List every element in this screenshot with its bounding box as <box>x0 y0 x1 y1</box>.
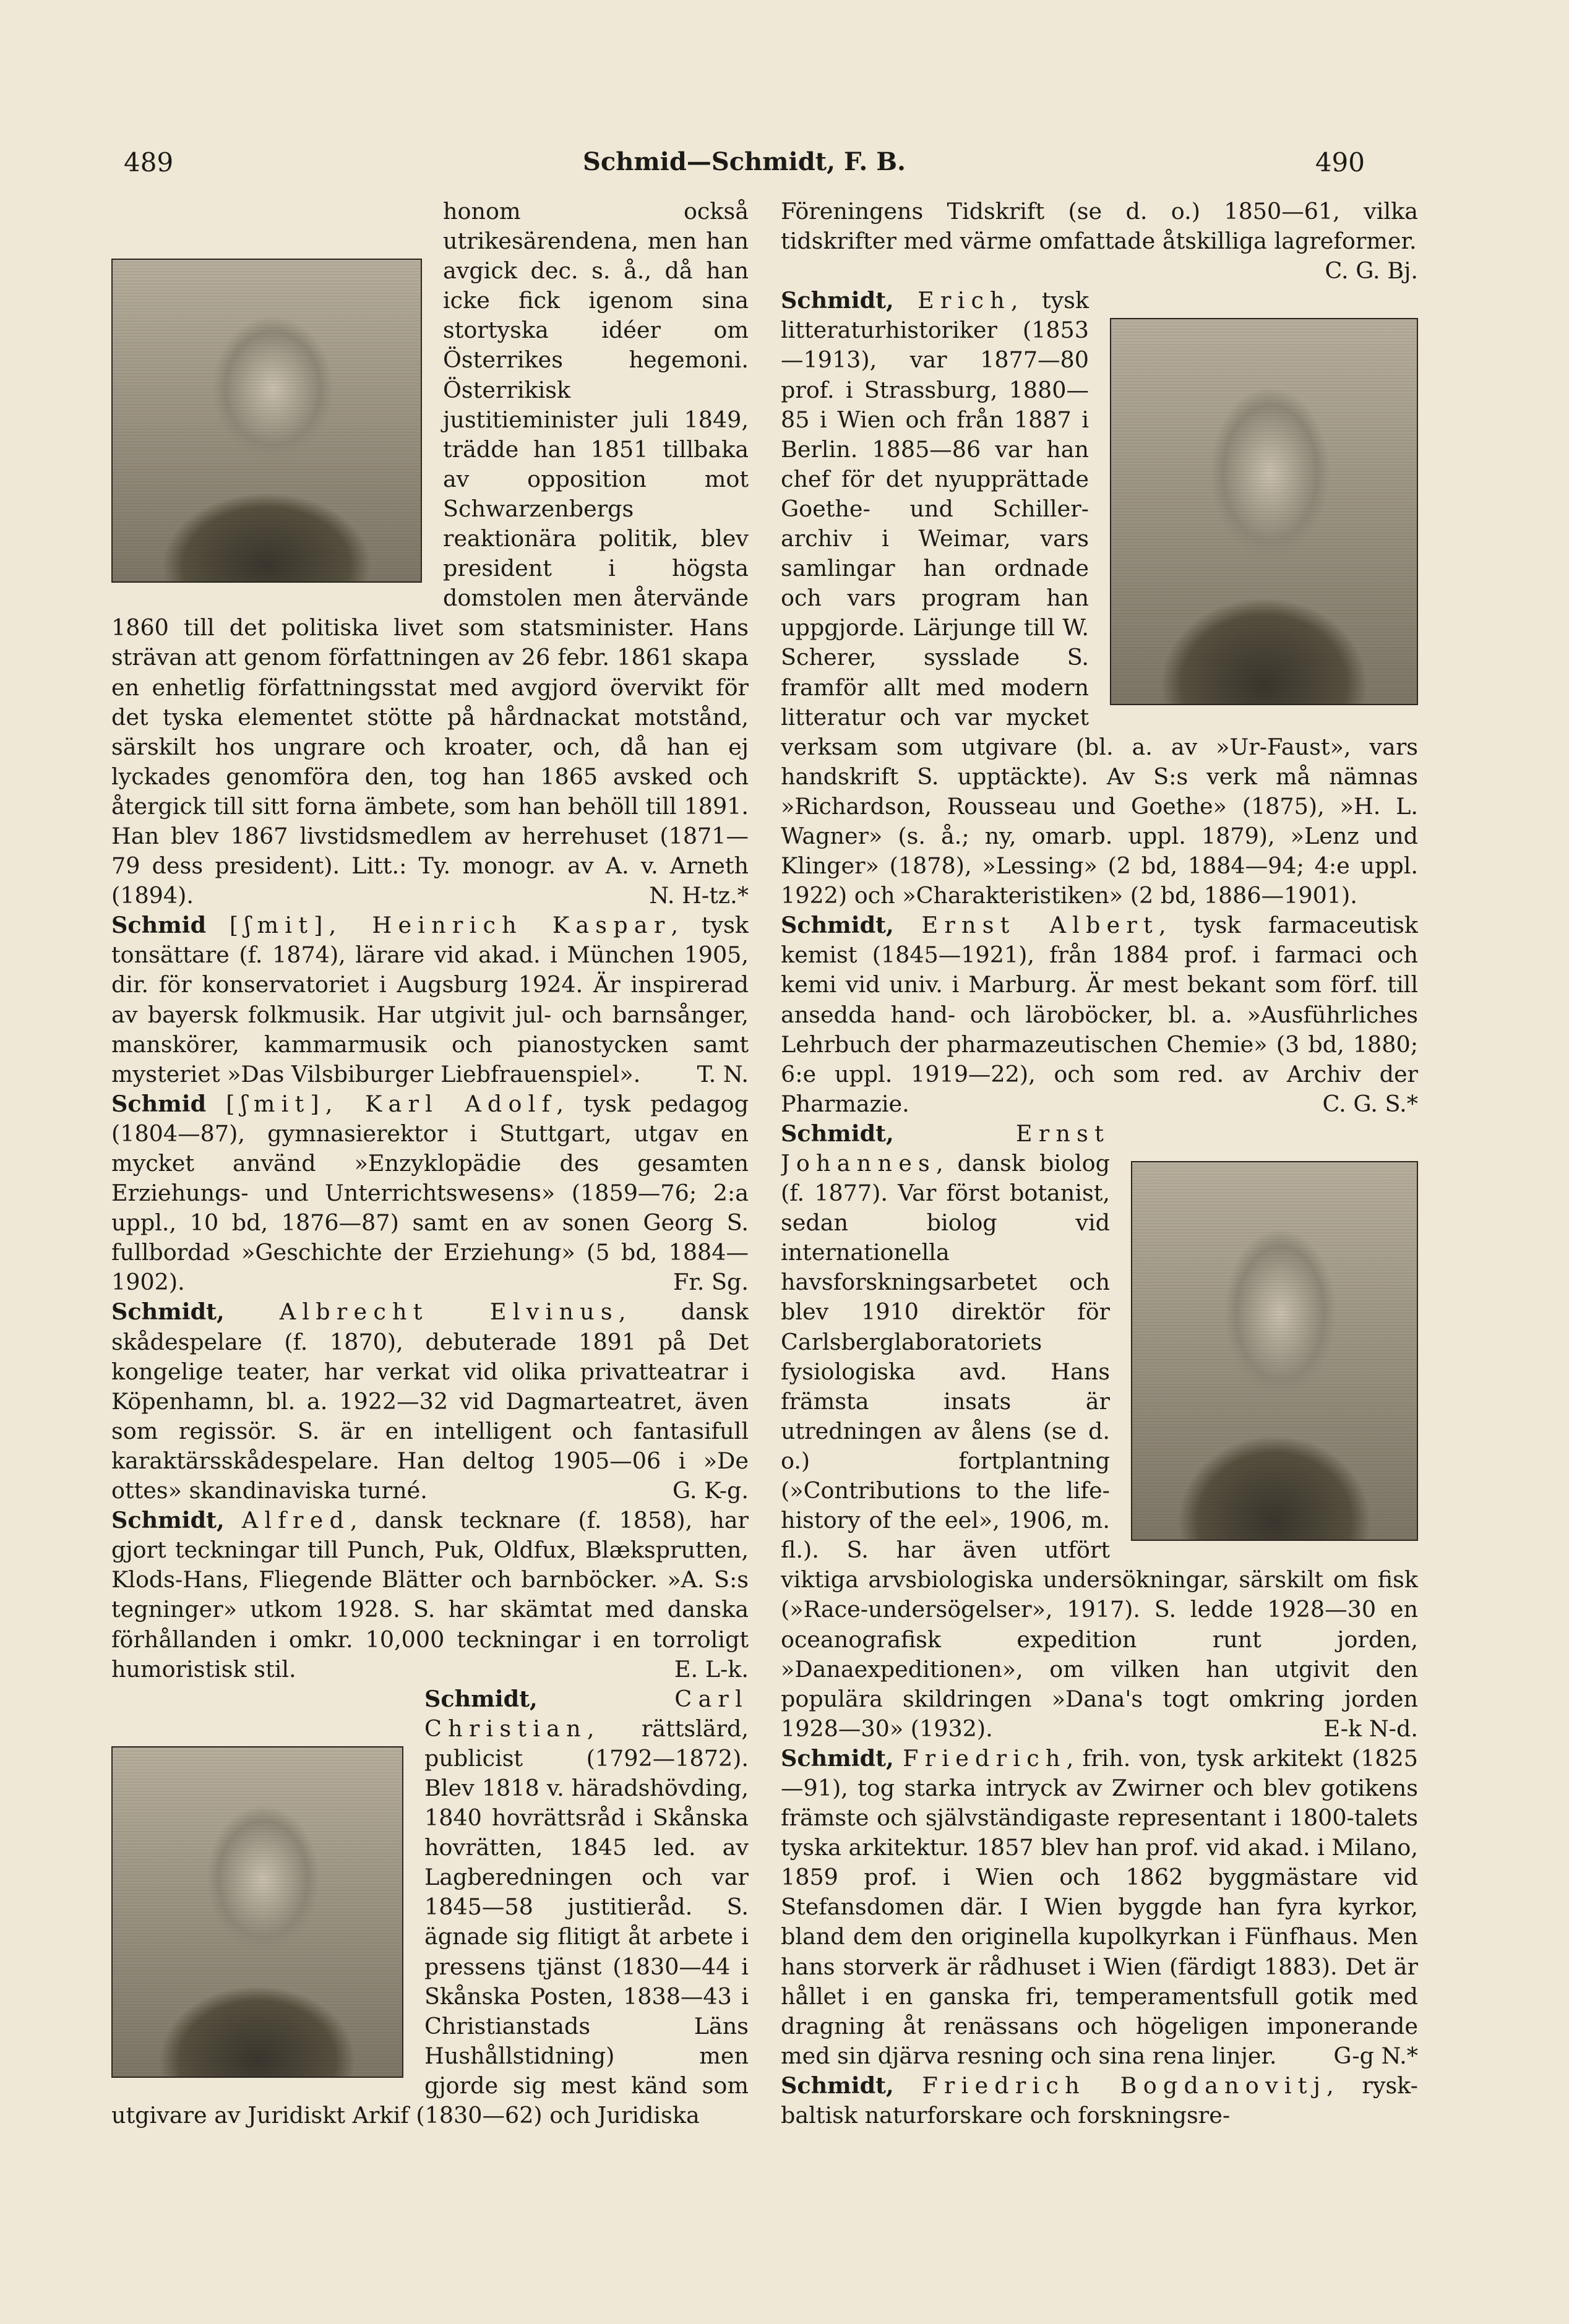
entry-name-spaced: [ʃmit], Karl Adolf <box>226 1090 557 1117</box>
page-number-right: 490 <box>1315 147 1365 178</box>
entry-schmid-heinrich-kaspar <box>111 911 749 1089</box>
left-column <box>111 197 749 2238</box>
entry-schmidt-erich <box>781 286 1418 911</box>
entry-text: , tysk pedagog (1804—87), gymnasierektor i Stuttgart, utgav en mycket använd »Enzyklopädie des gesamten Erziehungs- und Unterrichtswesens» (1859—76; 2:a uppl., 10 bd, 1876—87) samt en av sonen Georg S. fullbordad »Geschichte der Erziehung» (5 bd, 1884—1902). <box>111 1090 749 1296</box>
entry-headword: Schmidt, <box>781 1120 894 1147</box>
entry-name-spaced: Erich <box>918 287 1011 314</box>
entry-signature: G. K-g. <box>673 1477 749 1504</box>
entry-headword: Schmid <box>111 912 207 939</box>
entry-text: , dansk skådespelare (f. 1870), debuterade 1891 på Det kongelige teater, har verkat vid olika privatteatrar i Köpenhamn, bl. a. 1922—32 vid Dagmarteatret, även som regissör. S. är en intelligent och fantasifull karaktärsskådespelare. Han deltog 1905—06 i »De ottes» skandinaviska turné. <box>111 1298 749 1504</box>
entry-text: , tysk tonsättare (f. 1874), lärare vid akad. i München 1905, dir. för konservatoriet i Augsburg 1924. Är inspirerad av bayersk folkmusik. Har utgivit jul- och barnsånger, manskörer, kammarmusik och pianostycken samt mysteriet »Das Vilsbiburger Liebfrauenspiel». <box>111 912 749 1087</box>
entry-signature: C. G. Bj. <box>1325 257 1418 285</box>
right-column <box>781 197 1418 2238</box>
entry-continuation <box>111 197 749 911</box>
entry-text: , tysk farmaceutisk kemist (1845—1921), från 1884 prof. i farmaci och kemi vid univ. i Marburg. Är mest bekant som förf. till ansedda hand- och läroböcker, bl. a. »Ausführliches Lehrbuch der pharmazeutischen Chemie» (3 bd, 1880; 6:e uppl. 1919—22), och som red. av Archiv der Pharmazie. <box>781 912 1418 1117</box>
entry-name-spaced: Friedrich <box>903 1744 1067 1772</box>
portrait-image <box>1131 1161 1418 1541</box>
entry-name-spaced: Albrecht Elvinus <box>279 1298 619 1326</box>
entry-schmidt-ernst-johannes <box>781 1119 1418 1744</box>
page-header <box>124 147 1365 184</box>
entry-signature: E-k N-d. <box>1323 1715 1418 1742</box>
entry-text: honom också utrikesärendena, men han avgick dec. s. å., då han icke fick igenom sina stortyska idéer om Österrikes hegemoni. Österrikisk justitieminister juli 1849, trädde han 1851 tillbaka av opposition mot Schwarzenbergs reaktionära politik, blev president i högsta domstolen men återvände 1860 till det politiska livet som statsminister. Hans strävan att genom författningen av 26 febr. 1861 skapa en enhetlig författningsstat med avgjord övervikt för det tyska elementet stötte på hårdnackat motstånd, särskilt hos ungrare och kroater, och, då han ej lyckades genomföra den, tog han 1865 avsked och återgick till sitt forna ämbete, som han behöll till 1891. Han blev 1867 livstidsmedlem av herrehuset (1871—79 dess president). Litt.: Ty. monogr. av A. v. Arneth (1894). <box>111 198 749 909</box>
portrait-image <box>1110 318 1418 705</box>
entry-schmidt-ernst-albert <box>781 911 1418 1119</box>
entry-name-spaced: [ʃmit], Heinrich Kaspar <box>229 912 671 939</box>
entry-headword: Schmidt, <box>781 287 894 314</box>
portrait-image <box>111 259 422 583</box>
entry-continuation <box>781 197 1418 286</box>
entry-text: , rysk-baltisk naturforskare och forskningsre- <box>781 2072 1418 2129</box>
entry-signature: E. L-k. <box>674 1655 749 1683</box>
running-head: Schmid—Schmidt, F. B. <box>583 147 906 176</box>
page-number-left: 489 <box>124 147 174 178</box>
entry-signature: N. H-tz.* <box>649 882 749 909</box>
entry-signature: Fr. Sg. <box>673 1269 749 1296</box>
entry-name-spaced: Ernst Johannes <box>781 1120 1110 1177</box>
entry-schmidt-carl-christian <box>111 1684 749 2130</box>
entry-headword: Schmid <box>111 1090 207 1117</box>
entry-text: , tysk litteraturhistoriker (1853—1913), var 1877—80 prof. i Strassburg, 1880—85 i Wien och från 1887 i Berlin. 1885—86 var han chef för det nyupprättade Goethe- und Schiller-archiv i Weimar, vars samlingar han ordnade och vars program han uppgjorde. Lärjunge till W. Scherer, sysslade S. framför allt med modern litteratur och var mycket verksam som utgivare (bl. a. av »Ur-Faust», vars handskrift S. upptäckte). Av S:s verk må nämnas »Richardson, Rousseau und Goethe» (1875), »H. L. Wagner» (s. å.; ny, omarb. uppl. 1879), »Lenz und Klinger» (1878), »Lessing» (2 bd, 1884—94; 4:e uppl. 1922) och »Charakteristiken» (2 bd, 1886—1901). <box>781 287 1418 909</box>
entry-headword: Schmidt, <box>424 1685 538 1712</box>
entry-headword: Schmidt, <box>781 912 894 939</box>
entry-name-spaced: Friedrich Bogdanovitj <box>922 2072 1327 2099</box>
entry-text: Föreningens Tidskrift (se d. o.) 1850—61, vilka tidskrifter med värme omfattade åtskilliga lagreformer. <box>781 198 1418 255</box>
entry-signature: C. G. S.* <box>1322 1090 1418 1117</box>
entry-name-spaced: Alfred <box>241 1507 351 1534</box>
entry-text: , rättslärd, publicist (1792—1872). Blev 1818 v. häradshövding, 1840 hovrättsråd i Skånska hovrätten, 1845 led. av Lagberedningen och var 1845—58 justitieråd. S. ägnade sig flitigt åt arbete i pressens tjänst (1830—44 i Skånska Posten, 1838—43 i Christianstads Läns Hushållstidning) men gjorde sig mest känd som utgivare av Juridiskt Arkif (1830—62) och Juridiska <box>111 1715 749 2129</box>
entry-text: , frih. von, tysk arkitekt (1825—91), tog starka intryck av Zwirner och blev gotikens främste och självständigaste representant i 1800-talets tyska arkitektur. 1857 blev han prof. vid akad. i Milano, 1859 prof. i Wien och 1862 byggmästare vid Stefansdomen där. I Wien byggde han fyra kyrkor, bland dem den originella kupolkyrkan i Fünfhaus. Men hans storverk är rådhuset i Wien (färdigt 1883). Det är hållet i en ganska fri, temperamentsfull gotik med dragning åt renässans och högeligen imponerande med sin djärva resning och sina rena linjer. <box>781 1744 1418 2069</box>
entry-headword: Schmidt, <box>111 1298 225 1326</box>
entry-name-spaced: Ernst Albert <box>921 912 1159 939</box>
entry-text: , dansk tecknare (f. 1858), har gjort teckningar till Punch, Puk, Oldfux, Blæksprutten, Klods-Hans, Fliegende Blätter och barnböcker. »A. S:s tegninger» utkom 1928. S. har skämtat med danska förhållanden i omkr. 10,000 teckningar i en torroligt humoristisk stil. <box>111 1507 749 1683</box>
entry-name-spaced: Carl Christian <box>424 1685 749 1742</box>
entry-schmidt-albrecht-elvinus <box>111 1297 749 1506</box>
entry-headword: Schmidt, <box>111 1507 225 1534</box>
entry-signature: G-g N.* <box>1333 2042 1418 2069</box>
entry-schmid-karl-adolf <box>111 1089 749 1298</box>
entry-schmidt-friedrich-bogdanovitj <box>781 2071 1418 2130</box>
entry-headword: Schmidt, <box>781 1744 894 1772</box>
entry-schmidt-friedrich <box>781 1744 1418 2071</box>
entry-headword: Schmidt, <box>781 2072 894 2099</box>
entry-text: , dansk biolog (f. 1877). Var först botanist, sedan biolog vid internationella havsforskningsarbetet och blev 1910 direktör för Carlsberglaboratoriets fysiologiska avd. Hans främsta insats är utredningen av ålens (se d. o.) fortplantning (»Contributions to the life-history of the eel», 1906, m. fl.). S. har även utfört viktiga arvsbiologiska undersökningar, särskilt om fisk (»Race-undersögelser», 1917). S. ledde 1928—30 en oceanografisk expedition runt jorden, »Danaexpeditionen», om vilken han utgivit den populära skildringen »Dana's togt omkring jorden 1928—30» (1932). <box>781 1150 1418 1742</box>
portrait-image <box>111 1746 403 2078</box>
entry-signature: T. N. <box>697 1060 749 1087</box>
entry-schmidt-alfred <box>111 1506 749 1684</box>
